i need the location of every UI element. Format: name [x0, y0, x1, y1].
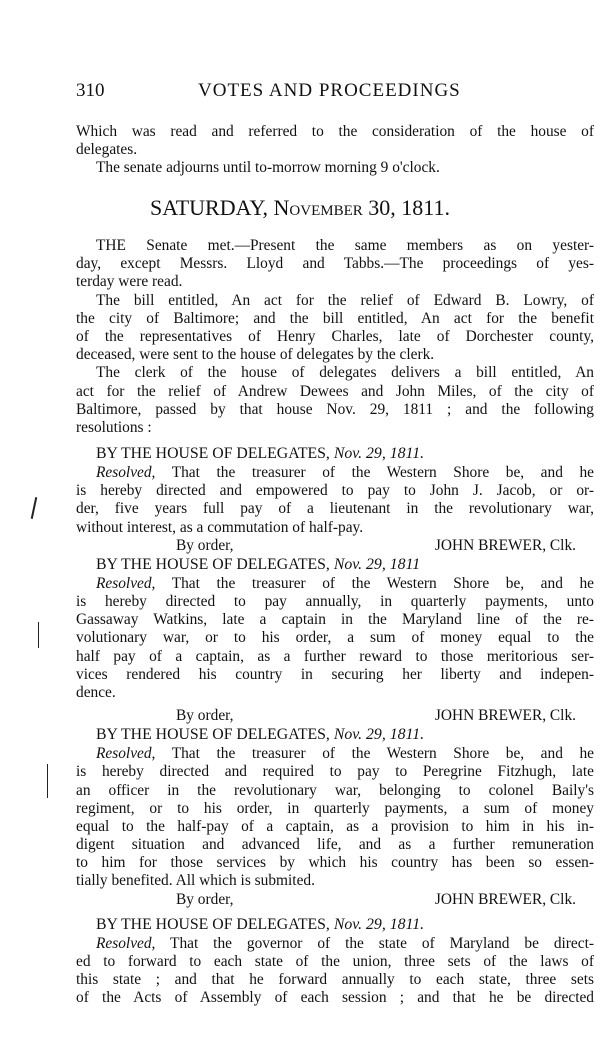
- margin-mark: [31, 497, 38, 519]
- paragraph-line: act for the relief of Andrew Dewees and John Miles, of the city of: [76, 382, 594, 400]
- date-weekday: SATURDAY,: [150, 195, 269, 220]
- resolution-line: is hereby directed and required to pay to Peregrine Fitzhugh, late: [76, 763, 594, 781]
- resolution-line: this state ; and that he forward annually to each state, three sets: [76, 971, 594, 988]
- paragraph-line: terday were read.: [76, 273, 183, 291]
- clerk-signature: JOHN BREWER, Clk.: [434, 707, 576, 725]
- resolution-line: regiment, or to his order, in quarterly payments, a sum of money: [76, 799, 594, 817]
- resolution-line: without interest, as a commutation of half-pay.: [76, 518, 364, 536]
- resolution-heading: BY THE HOUSE OF DELEGATES, Nov. 29, 1811.: [96, 445, 425, 463]
- intro-line: Which was read and referred to the consideration of the house of: [76, 123, 594, 140]
- signature-line: [76, 537, 594, 556]
- paragraph-line: of the representatives of Henry Charles, late of Dorchester county,: [76, 327, 594, 345]
- resolution-line: to him for those services by which his country has been so essen-: [76, 854, 594, 872]
- by-order-label: By order,: [176, 890, 234, 908]
- resolution-line: of the Acts of Assembly of each session ; and that he be directed: [76, 989, 594, 1007]
- paragraph-line: The clerk of the house of delegates delivers a bill entitled, An: [96, 364, 594, 382]
- resolution-heading: BY THE HOUSE OF DELEGATES, Nov. 29, 1811.: [96, 915, 425, 933]
- margin-mark: [47, 764, 48, 798]
- intro-block: [76, 123, 594, 178]
- date-heading: [0, 195, 600, 221]
- date-rest: 30, 1811.: [368, 195, 450, 220]
- proceedings-body: [76, 237, 594, 1007]
- signature-line: [76, 707, 594, 726]
- signature-line: [76, 891, 594, 910]
- resolution-line: half pay of a captain, as a further reward to those meritorious ser-: [76, 647, 594, 665]
- resolution-line: dence.: [76, 683, 116, 701]
- margin-mark: [38, 622, 39, 648]
- paragraph-line: resolutions :: [76, 418, 152, 436]
- paragraph-line: The bill entitled, An act for the relief of Edward B. Lowry, of: [96, 291, 594, 309]
- resolution-line: digent situation and advanced life, and as a further remuneration: [76, 836, 594, 854]
- paragraph-line: deceased, were sent to the house of delegates by the clerk.: [76, 346, 435, 364]
- resolution-line: tially benefited. All which is submited.: [76, 872, 315, 890]
- resolution-line: is hereby directed and empowered to pay to John J. Jacob, or or-: [76, 482, 594, 500]
- resolution-line: der, five years full pay of a lieutenant in the revolutionary war,: [76, 500, 594, 518]
- paragraph-line: day, except Messrs. Lloyd and Tabbs.—The proceedings of yes-: [76, 255, 594, 273]
- resolution-line: ed to forward to each state of the union, three sets of the laws of: [76, 952, 594, 970]
- resolution-line: equal to the half-pay of a captain, as a provision to him in his in-: [76, 817, 594, 835]
- resolution-line: Resolved, That the governor of the state of Maryland be direct-: [96, 934, 594, 952]
- resolution-line: vices rendered his country in securing her liberty and indepen-: [76, 665, 594, 683]
- intro-line: delegates.: [76, 141, 138, 159]
- resolution-line: Resolved, That the treasurer of the Western Shore be, and he: [96, 464, 594, 482]
- by-order-label: By order,: [176, 707, 234, 725]
- paragraph-line: Baltimore, passed by that house Nov. 29, 1811 ; and the following: [76, 400, 594, 418]
- resolution-line: volutionary war, or to his order, a sum of money equal to the: [76, 629, 594, 647]
- clerk-signature: JOHN BREWER, Clk.: [434, 890, 576, 908]
- resolution-line: an officer in the revolutionary war, belonging to colonel Baily's: [76, 781, 594, 799]
- resolution-line: Gassaway Watkins, late a captain in the Maryland line of the re-: [76, 611, 594, 629]
- paragraph-line: THE Senate met.—Present the same members as on yester-: [96, 237, 594, 254]
- resolution-heading: BY THE HOUSE OF DELEGATES, Nov. 29, 1811.: [96, 726, 425, 744]
- date-month: November: [273, 195, 363, 220]
- adjournment-line: The senate adjourns until to-morrow morning 9 o'clock.: [96, 159, 440, 177]
- resolution-line: Resolved, That the treasurer of the Western Shore be, and he: [96, 574, 594, 592]
- page-number: 310: [76, 80, 105, 101]
- resolution-line: is hereby directed to pay annually, in quarterly payments, unto: [76, 593, 594, 610]
- by-order-label: By order,: [176, 536, 234, 554]
- paragraph-line: the city of Baltimore; and the bill entitled, An act for the benefit: [76, 309, 594, 327]
- resolution-line: Resolved, That the treasurer of the Western Shore be, and he: [96, 745, 594, 763]
- resolution-heading: BY THE HOUSE OF DELEGATES, Nov. 29, 1811: [96, 555, 421, 573]
- page-header: [76, 80, 596, 106]
- clerk-signature: JOHN BREWER, Clk.: [434, 536, 576, 554]
- running-title: VOTES AND PROCEEDINGS: [198, 80, 461, 101]
